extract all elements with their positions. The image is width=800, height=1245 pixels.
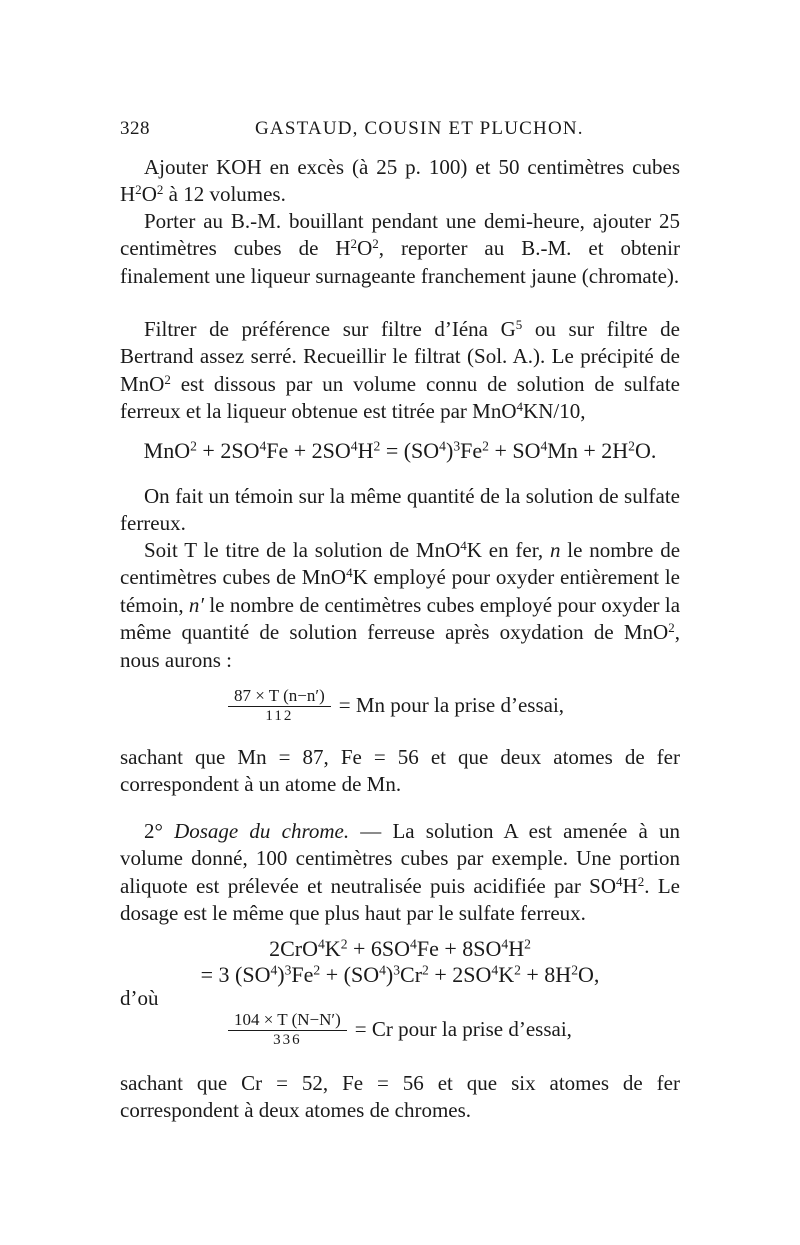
fraction-numerator: 104 × T (N−N′) [228, 1010, 347, 1031]
fraction-denominator: 336 [273, 1032, 302, 1048]
dou-label: d’où [120, 986, 159, 1010]
equation-chromate-line1: $2CrO^4K^2 + 6SO^4Fe + 8SO^4H^2$ [269, 936, 531, 961]
page-number: 328 [120, 118, 150, 139]
paragraph-dosage-chrome: 2° Dosage du chrome. — La solution A est amenée à un volume donné, 100 centimètres cubes par exemple. Une portion aliquote est prélevée et neutralisée puis acidifiée par $SO^4H^2$. Le dosage est le même que plus haut par le sulfate ferreux. [120, 819, 680, 926]
paragraph-add-koh: Ajouter KOH en excès (à 25 p. 100) et 50 centimètres cubes $H^2O^2$ à 12 volumes. [120, 155, 680, 207]
paragraph-sachant-mn: sachant que Mn = 87, Fe = 56 et que deux atomes de fer correspondent à un atome de Mn. [120, 745, 680, 797]
equation-mno2-reduction: $MnO^2 + 2SO^4Fe + 2SO^4H^2 = (SO^4)^3Fe^2 + SO^4Mn + 2H^2O$. [143, 438, 657, 463]
paragraph-sachant-cr: sachant que Cr = 52, Fe = 56 et que six atomes de fer correspondent à deux atomes de chromes. [120, 1071, 680, 1123]
paragraph-temoin: On fait un témoin sur la même quantité de la solution de sulfate ferreux. [120, 484, 680, 536]
running-header [120, 118, 680, 142]
formula-cr: $\frac{104 \times T (N-N')}{336}$ = Cr pour la prise d’essai, [228, 1010, 572, 1049]
paragraph-bain-marie: Porter au B.-M. bouillant pendant une demi-heure, ajouter 25 centimètres cubes de $H^2O^2$, reporter au B.-M. et obtenir finalement une liqueur surnageante franchement jaune (chromate). [120, 209, 680, 288]
fraction-numerator: 87 × T (n−n′) [228, 686, 331, 707]
fraction-denominator: 112 [265, 708, 294, 724]
equation-chromate-line2: = 3 $(SO^4)^3Fe^2 + (SO^4)^3Cr^2 + 2SO^4K^2 + 8H^2O$, [200, 962, 600, 987]
paragraph-filtration: Filtrer de préférence sur filtre d’Iéna $G^5$ ou sur filtre de Bertrand assez serré. Recueillir le filtrat (Sol. A.). Le précipité de MnO$^2$ est dissous par un volume connu de solution de sulfate ferreux et la liqueur obtenue est titrée par MnO$^4$KN/10, [120, 316, 680, 424]
formula-mn: $\frac{87 \times T (n-n')}{112}$ = Mn pour la prise d’essai, [228, 686, 564, 725]
paragraph-titre: Soit T le titre de la solution de MnO$^4$K en fer, n le nombre de centimètres cubes de MnO$^4$K employé pour oxyder entièrement le témoin, n′ le nombre de centimètres cubes employé pour oxyder la même quantité de solution ferreuse après oxydation de MnO$^2$, nous aurons : [120, 537, 681, 672]
running-title: GASTAUD, COUSIN ET PLUCHON. [255, 118, 584, 139]
